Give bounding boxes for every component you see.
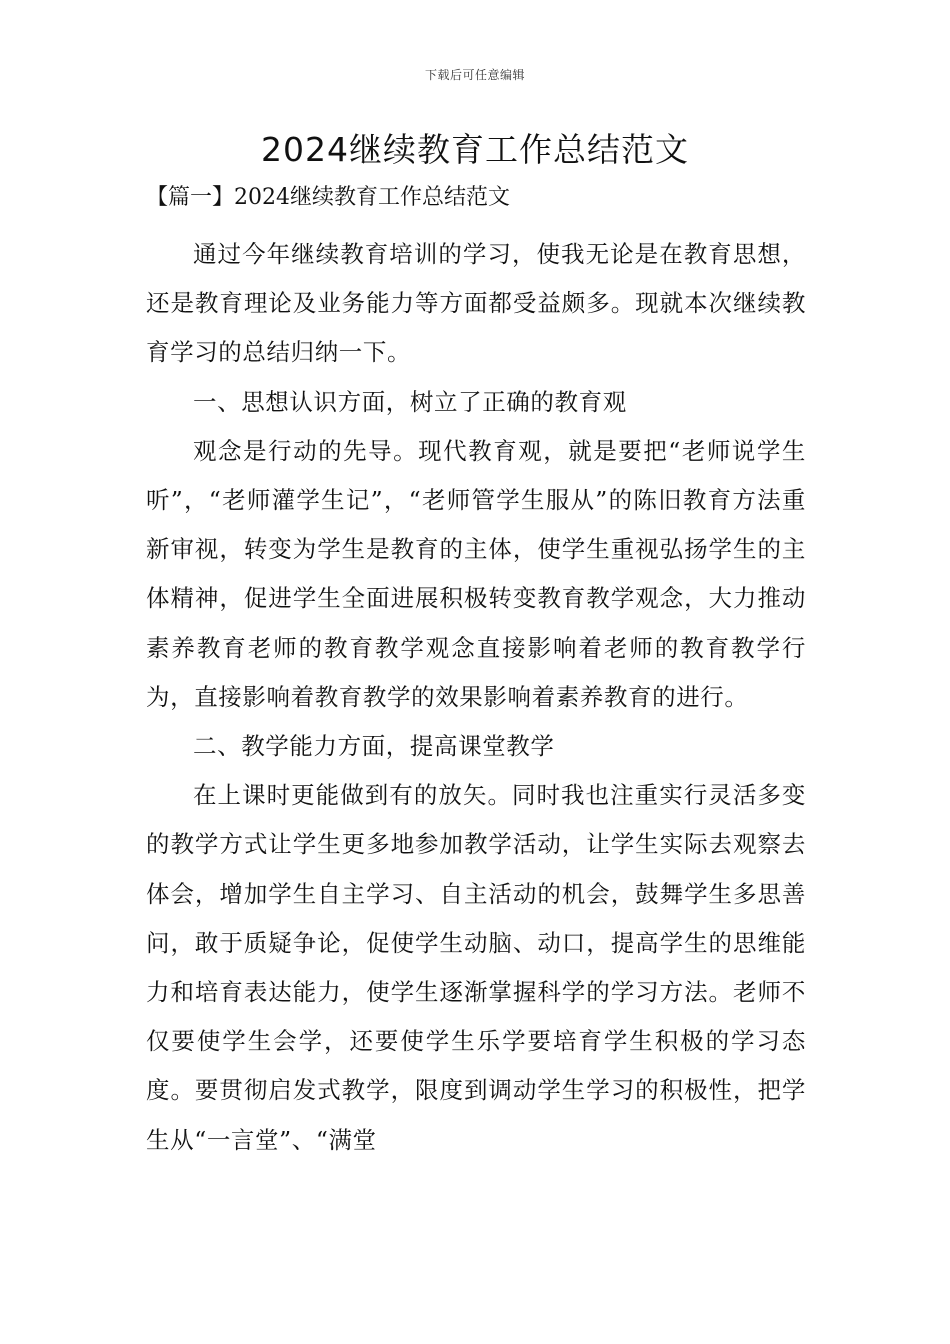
document-subtitle: 【篇一】2024继续教育工作总结范文 — [146, 185, 510, 210]
section-heading-2: 二、教学能力方面，提高课堂教学 — [193, 732, 555, 761]
document-body — [146, 230, 806, 1165]
paragraph-section-1: 观念是行动的先导。现代教育观，就是要把“老师说学生听”，“老师灌学生记”，“老师管学生服从”的陈旧教育方法重新审视，转变为学生是教育的主体，使学生重视弘扬学生的主体精神，促进学生全面进展积极转变教育教学观念，大力推动素养教育老师的教育教学观念直接影响着老师的教育教学行为，直接影响着教育教学的效果影响着素养教育的进行。 — [146, 436, 806, 711]
paragraph-section-2: 在上课时更能做到有的放矢。同时我也注重实行灵活多变的教学方式让学生更多地参加教学活动，让学生实际去观察去体会，增加学生自主学习、自主活动的机会，鼓舞学生多思善问，敢于质疑争论，促使学生动脑、动口，提高学生的思维能力和培育表达能力，使学生逐渐掌握科学的学习方法。老师不仅要使学生会学，还要使学生乐学要培育学生积极的学习态度。要贯彻启发式教学，限度到调动学生学习的积极性，把学生从“一言堂”、“满堂 — [146, 781, 806, 1154]
header-note: 下载后可任意编辑 — [424, 68, 525, 82]
paragraph-intro: 通过今年继续教育培训的学习，使我无论是在教育思想，还是教育理论及业务能力等方面都受益颇多。现就本次继续教育学习的总结归纳一下。 — [146, 240, 806, 367]
section-heading-1: 一、思想认识方面，树立了正确的教育观 — [193, 387, 627, 416]
document-title: 2024继续教育工作总结范文 — [261, 130, 689, 169]
